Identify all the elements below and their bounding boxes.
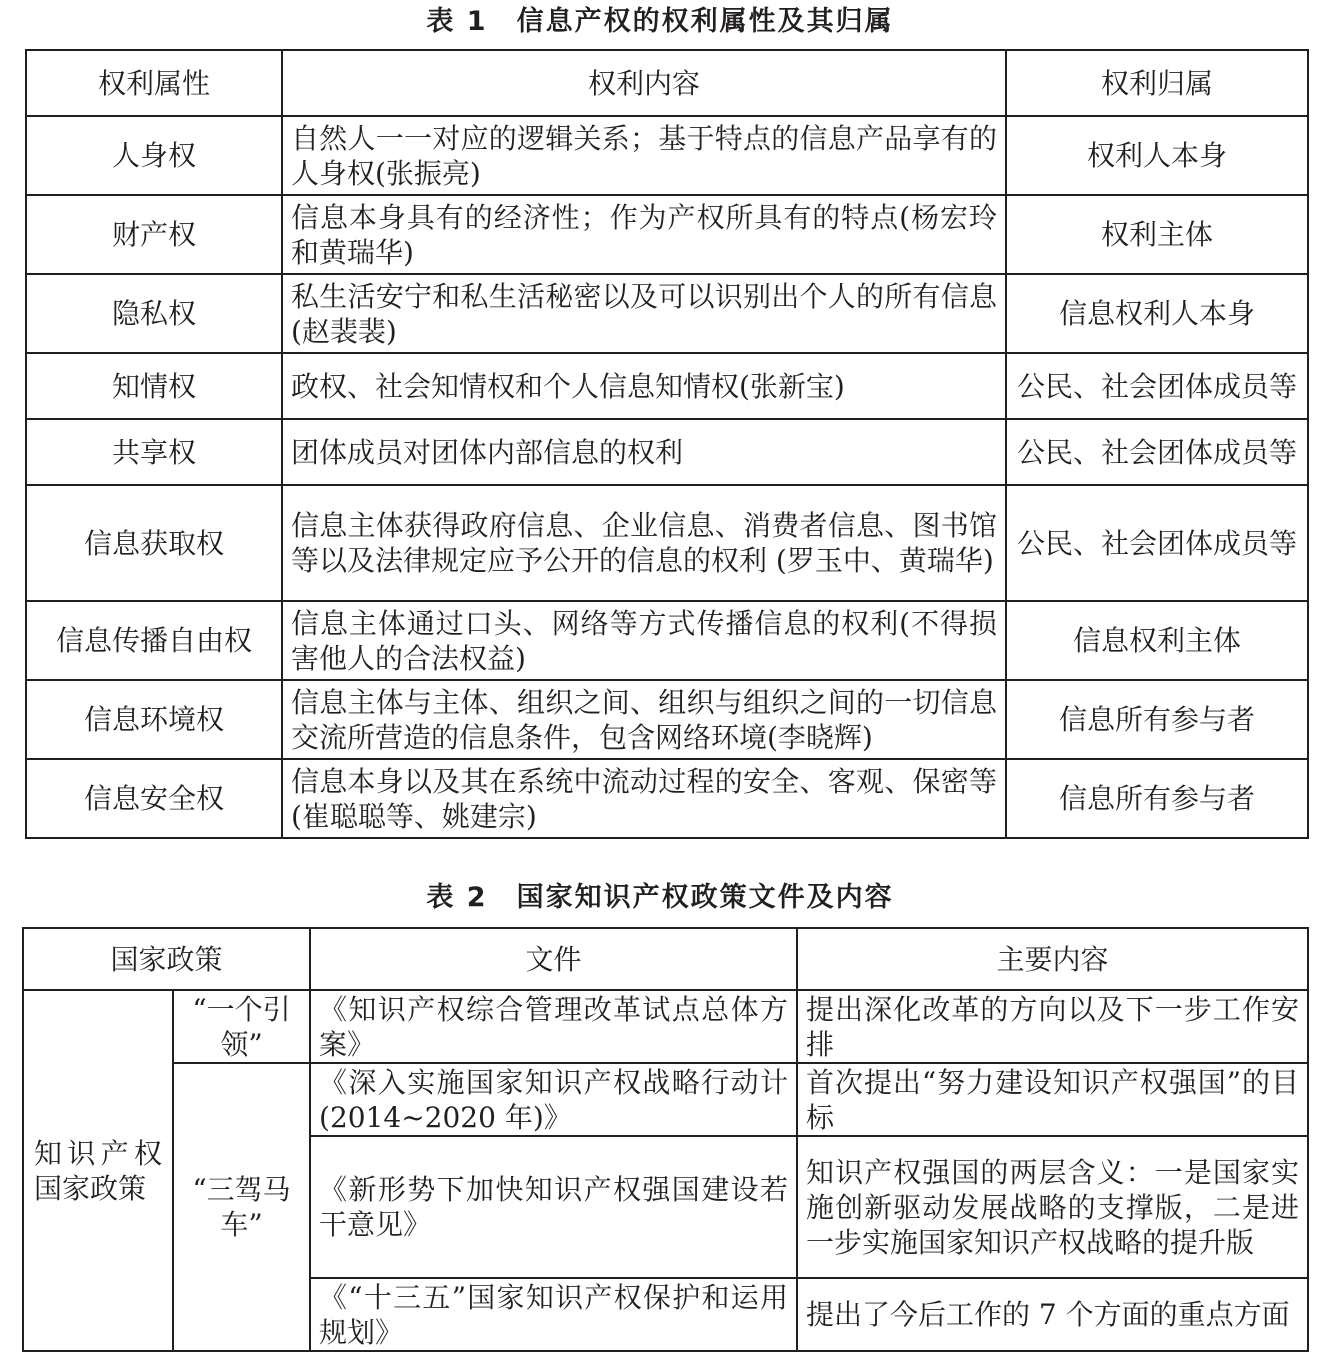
policy-document-cell: 《深入实施国家知识产权战略行动计(2014~2020 年)》 [310,1063,797,1136]
rights-owner-cell: 公民、社会团体成员等 [1006,353,1308,419]
header-document: 文件 [310,928,797,990]
table-header-row [23,928,1308,990]
rights-attributes-table [25,49,1309,839]
rights-owner-cell: 信息权利人本身 [1006,274,1308,353]
rights-content-cell: 自然人一一对应的逻辑关系；基于特点的信息产品享有的人身权(张振亮) [282,116,1006,195]
table1-caption: 表 1 信息产权的权利属性及其归属 [426,6,894,37]
rights-content-cell: 政权、社会知情权和个人信息知情权(张新宝) [282,353,1006,419]
header-main-content: 主要内容 [797,928,1308,990]
table-row [26,116,1308,195]
rights-content-cell: 信息本身以及其在系统中流动过程的安全、客观、保密等(崔聪聪等、姚建宗) [282,759,1006,838]
policy-content-cell: 首次提出“努力建设知识产权强国”的目标 [797,1063,1308,1136]
policy-group-cell: “一个引领” [173,990,310,1063]
rights-attribute-cell: 财产权 [26,195,282,274]
rights-attribute-cell: 信息获取权 [26,485,282,601]
rights-content-cell: 信息主体与主体、组织之间、组织与组织之间的一切信息交流所营造的信息条件，包含网络环境(李晓辉) [282,680,1006,759]
rights-owner-cell: 权利人本身 [1006,116,1308,195]
policy-content-cell: 提出了今后工作的 7 个方面的重点方面 [797,1278,1308,1351]
table-row [26,680,1308,759]
rights-attribute-cell: 人身权 [26,116,282,195]
table-row [23,990,1308,1063]
rights-owner-cell: 公民、社会团体成员等 [1006,419,1308,485]
table-row [26,274,1308,353]
rights-attribute-cell: 信息安全权 [26,759,282,838]
policy-category-cell: 知识产权国家政策 [23,990,173,1351]
table-row [26,759,1308,838]
policy-document-cell: 《新形势下加快知识产权强国建设若干意见》 [310,1136,797,1278]
rights-attribute-cell: 信息环境权 [26,680,282,759]
rights-owner-cell: 权利主体 [1006,195,1308,274]
header-rights-content: 权利内容 [282,50,1006,116]
rights-owner-cell: 信息所有参与者 [1006,680,1308,759]
policy-document-cell: 《知识产权综合管理改革试点总体方案》 [310,990,797,1063]
table-header-row [26,50,1308,116]
table-row [26,601,1308,680]
policy-content-cell: 提出深化改革的方向以及下一步工作安排 [797,990,1308,1063]
table2-caption: 表 2 国家知识产权政策文件及内容 [426,882,894,913]
header-rights-attribute: 权利属性 [26,50,282,116]
rights-content-cell: 信息主体通过口头、网络等方式传播信息的权利(不得损害他人的合法权益) [282,601,1006,680]
rights-content-cell: 信息主体获得政府信息、企业信息、消费者信息、图书馆等以及法律规定应予公开的信息的权利 (罗玉中、黄瑞华) [282,485,1006,601]
table-row [26,485,1308,601]
rights-attribute-cell: 共享权 [26,419,282,485]
rights-owner-cell: 公民、社会团体成员等 [1006,485,1308,601]
table-row [23,1063,1308,1136]
table-row [26,353,1308,419]
table-row [26,195,1308,274]
rights-attribute-cell: 信息传播自由权 [26,601,282,680]
table-row [26,419,1308,485]
rights-content-cell: 信息本身具有的经济性；作为产权所具有的特点(杨宏玲和黄瑞华) [282,195,1006,274]
rights-owner-cell: 信息所有参与者 [1006,759,1308,838]
header-rights-owner: 权利归属 [1006,50,1308,116]
ip-policy-table [22,927,1309,1352]
policy-content-cell: 知识产权强国的两层含义：一是国家实施创新驱动发展战略的支撑版，二是进一步实施国家知识产权战略的提升版 [797,1136,1308,1278]
policy-document-cell: 《“十三五”国家知识产权保护和运用规划》 [310,1278,797,1351]
rights-owner-cell: 信息权利主体 [1006,601,1308,680]
policy-group-cell: “三驾马车” [173,1063,310,1351]
header-national-policy: 国家政策 [23,928,310,990]
rights-content-cell: 私生活安宁和私生活秘密以及可以识别出个人的所有信息(赵裴裴) [282,274,1006,353]
rights-attribute-cell: 隐私权 [26,274,282,353]
rights-content-cell: 团体成员对团体内部信息的权利 [282,419,1006,485]
rights-attribute-cell: 知情权 [26,353,282,419]
